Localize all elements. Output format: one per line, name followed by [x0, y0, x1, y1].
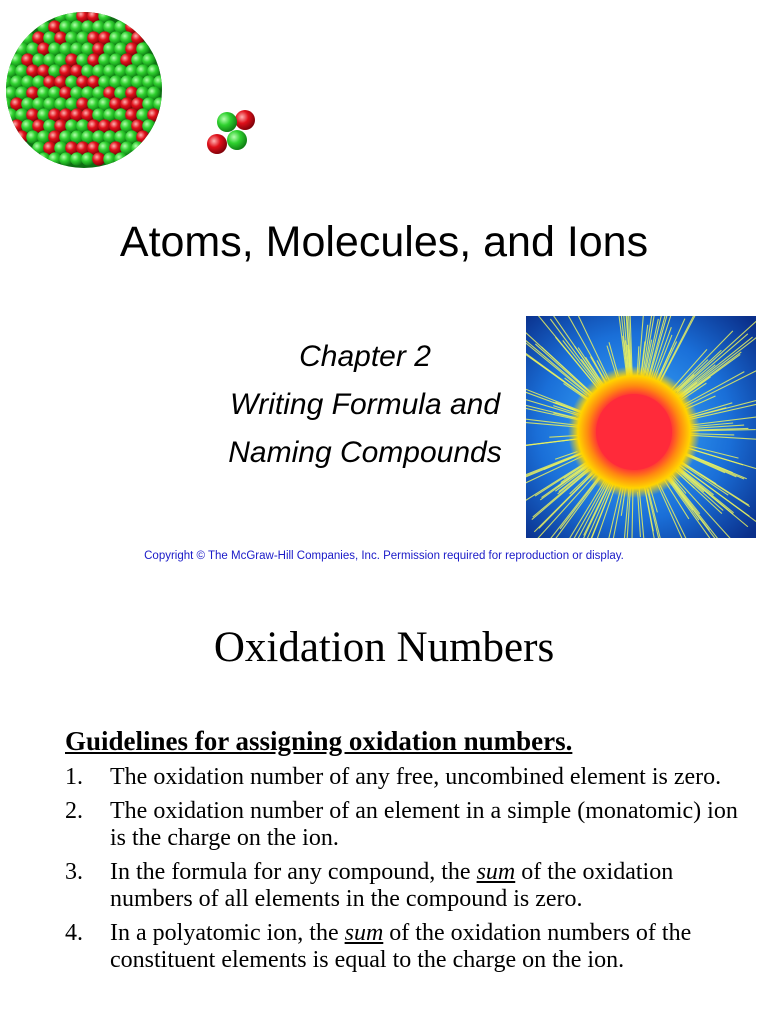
- subtitle-line: Chapter 2: [299, 340, 431, 373]
- atom-ball: [114, 152, 127, 165]
- slide-title: Atoms, Molecules, and Ions: [119, 218, 649, 266]
- list-number: 3.: [65, 859, 83, 885]
- list-number: 1.: [65, 764, 83, 790]
- text-segment: In a polyatomic ion, the: [110, 920, 345, 946]
- guidelines-list: [65, 764, 755, 981]
- guidelines-heading: Guidelines for assigning oxidation numbers.: [65, 726, 573, 756]
- list-number: 2.: [65, 798, 83, 824]
- text-segment: of the oxidation numbers of all elements in the compound is zero.: [110, 859, 674, 912]
- list-item: [65, 764, 755, 791]
- copyright-notice: Copyright © The McGraw-Hill Companies, Inc. Permission required for reproduction or display.: [144, 550, 624, 562]
- list-text: The oxidation number of any free, uncombined element is zero.: [110, 764, 722, 790]
- list-item: [65, 859, 755, 913]
- subtitle-line: Writing Formula and: [229, 388, 501, 421]
- list-number: 4.: [65, 920, 83, 946]
- particle-burst-image: [526, 316, 756, 538]
- list-item: [65, 920, 755, 974]
- emphasis: sum: [344, 920, 384, 946]
- text-segment: of the oxidation numbers of the constituent elements is equal to the charge on the ion.: [110, 920, 692, 973]
- list-text: [110, 859, 755, 913]
- list-text: [110, 920, 755, 974]
- molecule-image: [203, 108, 263, 158]
- subtitle-line: Naming Compounds: [228, 436, 502, 469]
- atom-ball: [131, 141, 144, 154]
- chapter-subtitle: [190, 333, 540, 477]
- list-item: [65, 798, 755, 852]
- emphasis: sum: [476, 859, 516, 885]
- list-text: The oxidation number of an element in a simple (monatomic) ion is the charge on the ion.: [110, 798, 738, 851]
- text-segment: In the formula for any compound, the: [110, 859, 477, 885]
- slide-title: Oxidation Numbers: [213, 624, 555, 671]
- atom-cluster-image: [0, 12, 170, 172]
